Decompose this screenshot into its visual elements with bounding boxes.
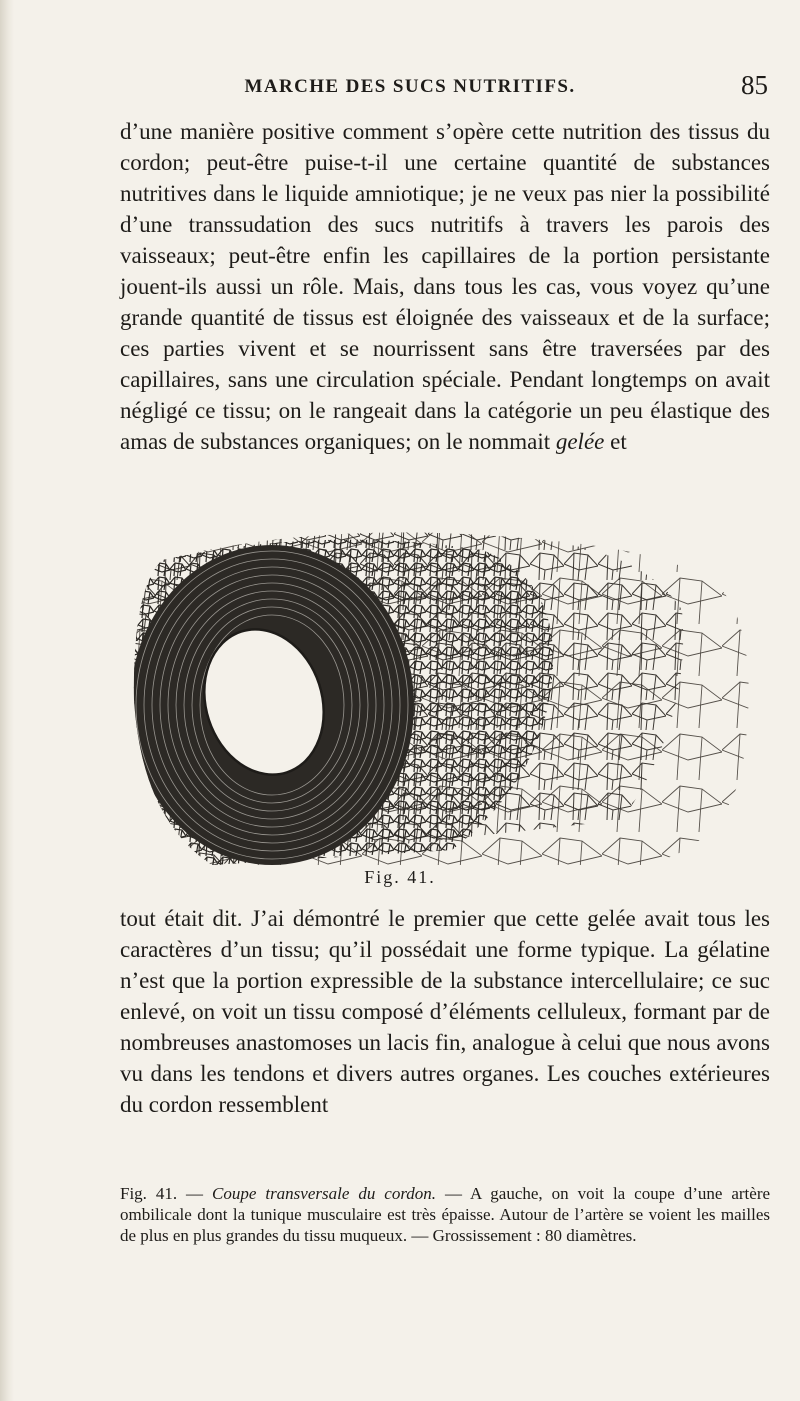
running-head: MARCHE DES SUCS NUTRITIFS. — [244, 76, 576, 97]
italic-term-gelee: gelée — [555, 429, 605, 454]
figure-caption — [120, 1183, 770, 1246]
body-paragraph-2: tout était dit. J’ai démontré le premier que cette gelée avait tous les caractères d’un tissu; qu’il possédait une forme typique. La gélatine n’est que la portion expressible de la substance intercellulaire; ce suc enlevé, on voit un tissu composé d’éléments celluleux, formant par de nombreuses anastomoses un lacis fin, analogue à celui que nous avons vu dans les tendons et divers autres organes. Les couches extérieures du cordon ressemblent — [120, 906, 770, 1117]
paragraph-1-text: d’une manière positive comment s’opère cette nutrition des tissus du cordon; peut-être puise-t-il une certaine quantité de substances nutritives dans le liquide amniotique; je ne veux pas nier la possibilité d’une transsudation des sucs nutritifs à travers les parois des vaisseaux; peut-être enfin les capillaires de la portion persistante jouent-ils aussi un rôle. Mais, dans tous les cas, vous voyez qu’une grande quantité de tissus est éloignée des vaisseaux et de la surface; ces parties vivent et se nourrissent sans être traversées par des capillaires, sans une circulation spéciale. Pendant longtemps on avait négligé ce tissu; on le rangeait dans la catégorie un peu élastique des amas de substances organiques; on le nommait — [120, 119, 770, 454]
paragraph-1-tail: et — [610, 429, 627, 454]
umbilical-cord-section-engraving — [122, 520, 770, 865]
page-header — [120, 70, 770, 106]
figure-label: Fig. 41. — [364, 867, 436, 887]
body-paragraph-1 — [120, 116, 770, 457]
page-number: 85 — [741, 70, 768, 100]
figure-41-illustration — [122, 520, 770, 865]
caption-title: Coupe transversale du cordon. — [212, 1184, 437, 1203]
caption-label: Fig. 41. — — [120, 1184, 204, 1203]
caption-text: — A gauche, on voit la coupe d’une artère ombilicale dont la tunique musculaire est très épaisse. Autour de l’artère se voient les mailles de plus en plus grandes du tissu muqueux. — Grossissement : 80 diamètres. — [120, 1184, 771, 1245]
page-gutter-shadow — [0, 0, 14, 1401]
